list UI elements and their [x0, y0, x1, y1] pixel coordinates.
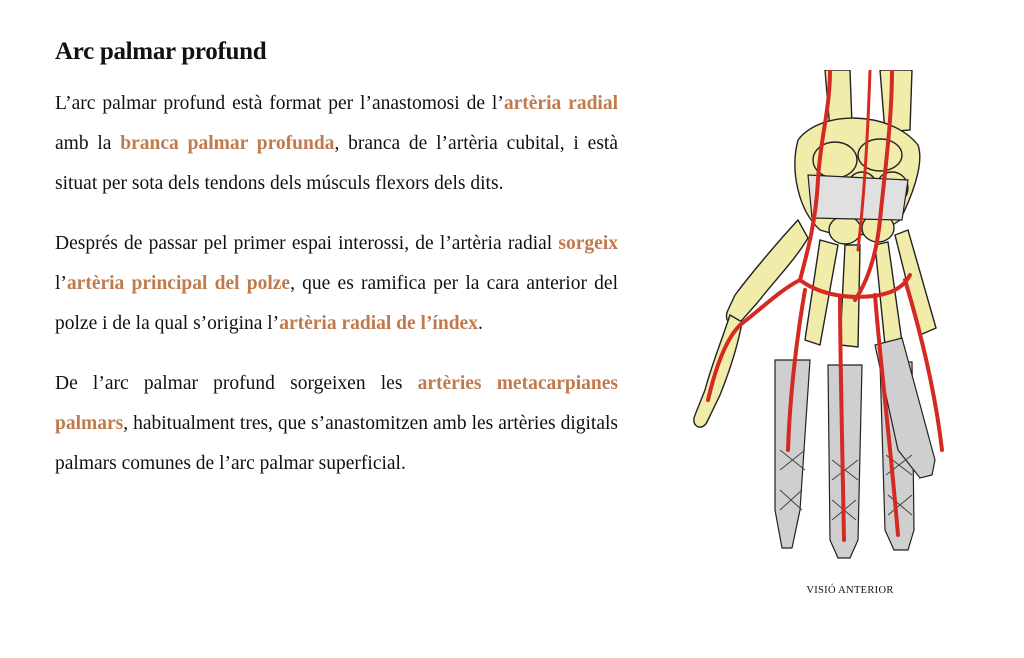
paragraph-1 — [55, 84, 618, 204]
article — [55, 38, 618, 504]
link-arteria-radial-index[interactable]: artèria radial de l’índex — [279, 313, 478, 334]
p1-text-2: amb la — [55, 133, 121, 154]
p2-text-3: , que es ramifica per la cara anterior del polze i de la qual s’origina l’ — [55, 273, 618, 334]
hand-anatomy-illustration — [680, 70, 950, 610]
paragraph-3 — [55, 364, 618, 484]
paragraph-2 — [55, 224, 618, 344]
link-arteria-principal-polze[interactable]: artèria principal del polze — [66, 273, 291, 294]
p2-text-1: Després de passar pel primer espai interossi, de l’artèria radial — [55, 233, 559, 254]
figure-caption: VISIÓ ANTERIOR — [806, 585, 894, 596]
p3-text-2: , habitualment tres, que s’anastomitzen amb les artèries digitals palmars comunes de l’arc palmar superficial. — [55, 413, 618, 474]
page-title: Arc palmar profund — [55, 38, 267, 65]
link-branca-palmar-profunda[interactable]: branca palmar profunda — [120, 133, 335, 154]
p2-text-4: . — [477, 313, 483, 334]
finger-tendons — [775, 338, 935, 558]
p1-text-3: , branca de l’artèria cubital, i està situat per sota dels tendons dels músculs flexors dels dits. — [55, 133, 618, 194]
link-arteria-radial[interactable]: artèria radial — [503, 93, 618, 114]
p2-text-2: l’ — [55, 273, 67, 294]
link-arteries-metacarpianes-palmars[interactable]: artèries metacarpianes palmars — [55, 373, 618, 434]
p1-text-1: L’arc palmar profund està format per l’anastomosi de l’ — [55, 93, 504, 114]
p3-text-1: De l’arc palmar profund sorgeixen les — [55, 373, 418, 394]
retinaculum — [808, 175, 908, 220]
link-sorgeix[interactable]: sorgeix — [558, 233, 618, 254]
